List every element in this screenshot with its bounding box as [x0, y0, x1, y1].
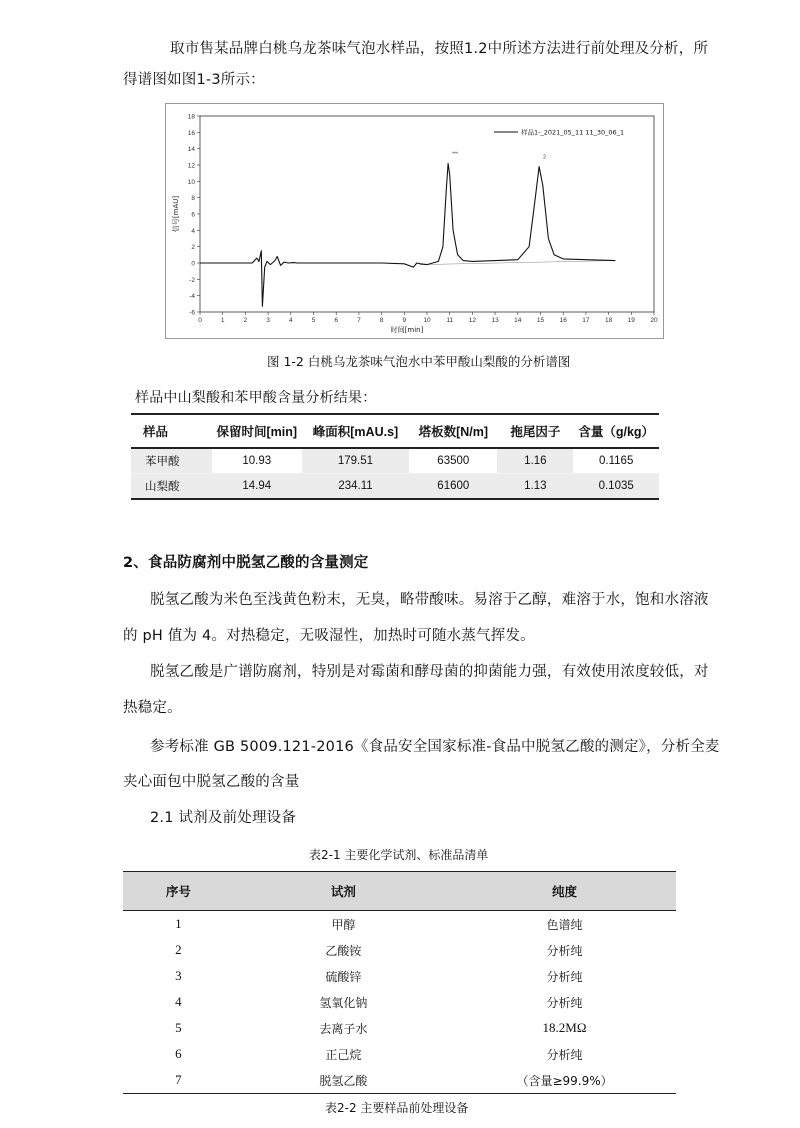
cell-index: 7 [123, 1067, 234, 1094]
y-tick-label: 16 [187, 129, 195, 137]
reagent-table-header [123, 872, 676, 911]
cell-purity: 分析纯 [546, 969, 583, 984]
result-intro: 样品中山梨酸和苯甲酸含量分析结果： [135, 390, 377, 406]
intro-line-1: 取市售某品牌白桃乌龙茶味气泡水样品，按照1.2中所述方法进行前处理及分析，所 [170, 41, 709, 57]
table-row [123, 911, 676, 938]
cell-area: 234.11 [302, 474, 410, 500]
cell-index: 3 [175, 968, 182, 983]
y-tick-label: 0 [191, 260, 195, 268]
section-heading: 2、食品防腐剂中脱氢乙酸的含量测定 [123, 555, 369, 571]
cell-area: 179.51 [302, 448, 410, 474]
cell-purity: 分析纯 [546, 995, 583, 1010]
y-tick-label: 4 [191, 227, 195, 235]
cell-reagent: 氢氧化钠 [319, 995, 368, 1010]
peak-label: 2 [543, 154, 546, 161]
cell-purity: 色谱纯 [546, 917, 583, 932]
table-row [123, 937, 676, 963]
col-retention: 保留时间[min] [212, 414, 302, 448]
series-line [200, 163, 615, 306]
x-tick-label: 5 [311, 317, 316, 324]
x-tick-label: 3 [266, 317, 270, 324]
x-tick-label: 2 [243, 317, 248, 324]
cell-index: 2 [175, 942, 182, 957]
cell-reagent: 去离子水 [319, 1021, 368, 1036]
table-row [131, 448, 659, 474]
legend-label: 样品1-_2021_05_11 11_30_06_1 [521, 128, 625, 137]
table-row [123, 1015, 676, 1041]
table-2-2-caption: 表2-2 主要样品前处理设备 [325, 1101, 469, 1115]
col-plates: 塔板数[N/m] [409, 414, 497, 448]
x-tick-label: 7 [357, 317, 361, 324]
x-axis-label: 时间[min] [390, 326, 424, 334]
y-tick-label: 18 [187, 113, 195, 121]
paragraph-1-line-2: 的 pH 值为 4。对热稳定，无吸湿性，加热时可随水蒸气挥发。 [123, 628, 535, 644]
y-tick-label: 12 [187, 162, 195, 170]
col-tailing: 拖尾因子 [497, 414, 573, 448]
cell-reagent: 正己烷 [325, 1047, 362, 1062]
x-tick-label: 6 [334, 317, 339, 324]
y-tick-label: -2 [189, 276, 195, 284]
paragraph-2-line-2: 热稳定。 [123, 700, 182, 716]
plot-area [200, 116, 654, 312]
cell-tailing: 1.13 [497, 474, 573, 500]
cell-retention: 14.94 [212, 474, 302, 500]
table-row [123, 963, 676, 989]
y-axis-label: 信号[mAU] [172, 195, 180, 233]
cell-retention: 10.93 [212, 448, 302, 474]
x-tick-label: 15 [536, 317, 545, 324]
cell-index: 6 [175, 1046, 182, 1061]
col-sample: 样品 [131, 414, 212, 448]
reagent-table [123, 871, 676, 1094]
cell-reagent: 乙酸铵 [325, 943, 362, 958]
cell-plates: 61600 [409, 474, 497, 500]
x-tick-label: 9 [402, 317, 407, 324]
y-tick-label: 10 [187, 178, 195, 186]
table-row [131, 474, 659, 500]
paragraph-2-line-1: 脱氢乙酸是广谱防腐剂，特别是对霉菌和酵母菌的抑菌能力强，有效使用浓度较低，对 [150, 664, 709, 680]
chromatogram-frame [165, 103, 664, 339]
cell-index: 5 [175, 1020, 182, 1035]
y-tick-label: 14 [187, 146, 195, 154]
cell-purity: 分析纯 [546, 1047, 583, 1062]
peak-label: *** [452, 151, 458, 158]
paragraph-3-line-2: 夹心面包中脱氢乙酸的含量 [123, 774, 300, 790]
x-tick-label: 0 [198, 317, 202, 324]
cell-purity: 分析纯 [546, 943, 583, 958]
y-tick-label: -4 [189, 293, 195, 301]
result-table [131, 413, 659, 500]
x-tick-label: 20 [650, 317, 658, 324]
cell-plates: 63500 [409, 448, 497, 474]
cell-reagent: 硫酸锌 [325, 969, 362, 984]
cell-reagent: 甲醇 [331, 917, 356, 932]
x-tick-label: 11 [446, 317, 454, 324]
chromatogram-chart [166, 104, 663, 338]
cell-sample: 苯甲酸 [131, 448, 212, 474]
result-table-header [131, 414, 659, 448]
figure-caption: 图 1-2 白桃乌龙茶味气泡水中苯甲酸山梨酸的分析谱图 [267, 354, 571, 369]
table-2-1-caption: 表2-1 主要化学试剂、标准品清单 [309, 848, 489, 862]
x-tick-label: 12 [468, 317, 477, 324]
table-row [123, 1067, 676, 1094]
cell-content: 0.1165 [573, 448, 659, 474]
col-purity: 纯度 [453, 872, 676, 911]
cell-sample: 山梨酸 [131, 474, 212, 500]
x-tick-label: 19 [627, 317, 635, 324]
x-tick-label: 16 [559, 317, 567, 324]
y-tick-label: 6 [191, 211, 195, 219]
x-tick-label: 18 [604, 317, 613, 324]
intro-line-2: 得谱图如图1-3所示： [123, 72, 265, 88]
y-tick-label: -6 [189, 309, 195, 317]
table-row [123, 1041, 676, 1067]
x-tick-label: 14 [514, 317, 522, 324]
cell-purity: 18.2MΩ [542, 1020, 587, 1035]
cell-index: 1 [175, 916, 182, 931]
cell-index: 4 [175, 994, 182, 1009]
cell-reagent: 脱氢乙酸 [234, 1067, 453, 1094]
x-tick-label: 8 [379, 317, 384, 324]
table-row [123, 989, 676, 1015]
integration-baseline [420, 261, 615, 265]
x-tick-label: 13 [491, 317, 499, 324]
x-tick-label: 17 [582, 317, 590, 324]
y-tick-label: 8 [191, 195, 195, 203]
cell-content: 0.1035 [573, 474, 659, 500]
paragraph-3-line-1: 参考标准 GB 5009.121-2016《食品安全国家标准-食品中脱氢乙酸的测定》，分析全麦 [150, 739, 720, 755]
col-area: 峰面积[mAU.s] [302, 414, 410, 448]
paragraph-1-line-1: 脱氢乙酸为米色至浅黄色粉末，无臭，略带酸味。易溶于乙醇，难溶于水，饱和水溶液 [150, 592, 709, 608]
x-tick-label: 4 [288, 317, 293, 324]
x-tick-label: 10 [423, 317, 431, 324]
y-tick-label: 2 [191, 244, 195, 252]
col-content: 含量（g/kg） [573, 414, 659, 448]
x-tick-label: 1 [220, 317, 225, 324]
cell-tailing: 1.16 [497, 448, 573, 474]
cell-purity: （含量≥99.9%） [453, 1067, 676, 1094]
subsection-heading: 2.1 试剂及前处理设备 [150, 810, 297, 826]
col-reagent: 试剂 [234, 872, 453, 911]
col-index: 序号 [123, 872, 234, 911]
